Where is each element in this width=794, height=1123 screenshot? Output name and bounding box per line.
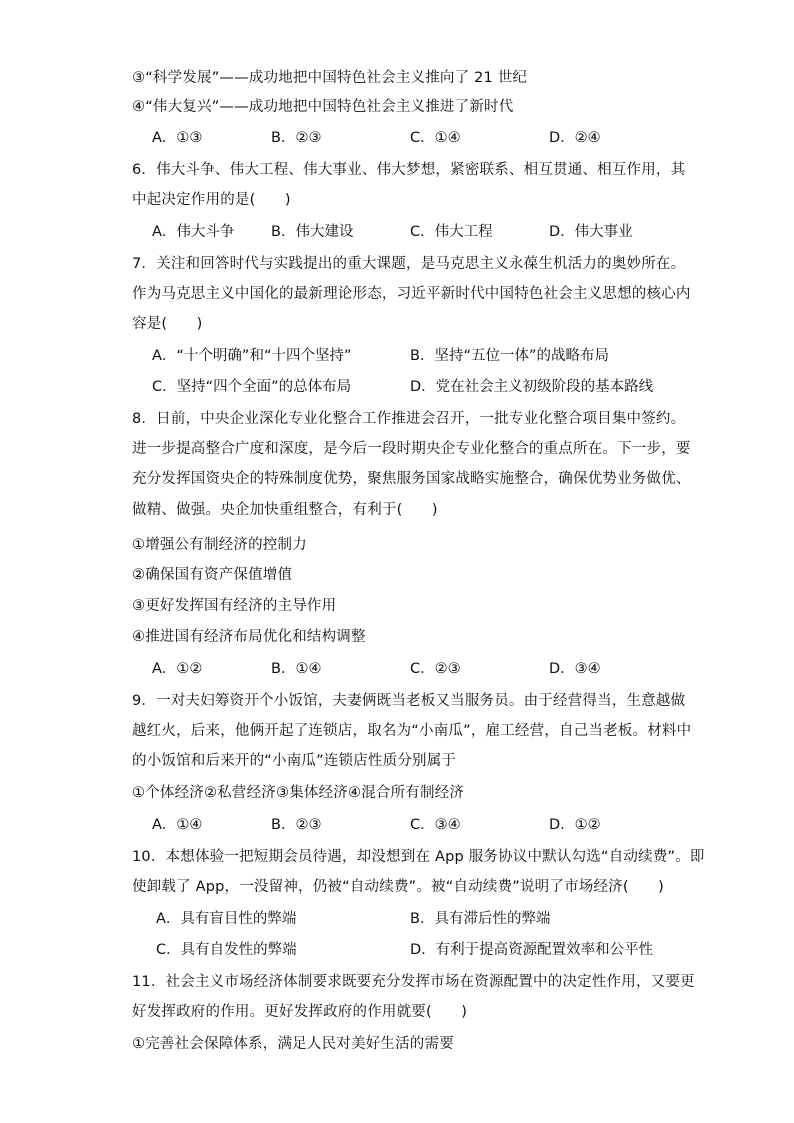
q6-stem-line-2: 中起决定作用的是( ) bbox=[132, 192, 291, 208]
q6-option-d: D．伟大事业 bbox=[549, 224, 633, 240]
q8-option-d: D．③④ bbox=[549, 661, 601, 677]
q9-option-b: B．②③ bbox=[271, 817, 322, 833]
q7-option-d: D．党在社会主义初级阶段的基本路线 bbox=[410, 379, 654, 395]
q6-option-c: C．伟大工程 bbox=[410, 224, 493, 240]
q10-option-c: C．具有自发性的弊端 bbox=[156, 942, 297, 958]
q11-stem-line-2: 好发挥政府的作用。更好发挥政府的作用就要( ) bbox=[132, 1004, 468, 1020]
q5-option-c: C．①④ bbox=[410, 130, 461, 146]
q8-stem-line-3: 充分发挥国资央企的特殊制度优势，聚焦服务国家战略实施整合，确保优势业务做优、 bbox=[132, 471, 691, 487]
q11-stem-line-1: 11．社会主义市场经济体制要求既要充分发挥市场在资源配置中的决定性作用，又要更 bbox=[132, 974, 695, 990]
q5-statement-3: ③“科学发展”——成功地把中国特色社会主义推向了 21 世纪 bbox=[132, 70, 528, 86]
q9-stem-line-2: 越红火，后来，他俩开起了连锁店，取名为“小南瓜”，雇工经营，自己当老板。材料中 bbox=[132, 723, 692, 739]
q7-option-b: B．坚持“五位一体”的战略布局 bbox=[410, 348, 609, 364]
q6-option-a: A．伟大斗争 bbox=[152, 224, 235, 240]
q10-stem-line-2: 使卸载了 App，一没留神，仍被“自动续费”。被“自动续费”说明了市场经济( ) bbox=[132, 879, 664, 895]
q7-stem-line-1: 7．关注和回答时代与实践提出的重大课题，是马克思主义永葆生机活力的奥妙所在。 bbox=[132, 256, 686, 272]
q5-statement-4: ④“伟大复兴”——成功地把中国特色社会主义推进了新时代 bbox=[132, 99, 514, 115]
q7-option-a: A．“十个明确”和“十四个坚持” bbox=[152, 348, 352, 364]
q11-statement-1: ①完善社会保障体系，满足人民对美好生活的需要 bbox=[132, 1036, 454, 1052]
q8-statement-4: ④推进国有经济布局优化和结构调整 bbox=[132, 629, 366, 645]
q8-option-b: B．①④ bbox=[271, 661, 322, 677]
q7-stem-line-2: 作为马克思主义中国化的最新理论形态，习近平新时代中国特色社会主义思想的核心内 bbox=[132, 286, 691, 302]
q10-option-b: B．具有滞后性的弊端 bbox=[410, 911, 551, 927]
q10-stem-line-1: 10．本想体验一把短期会员待遇，却没想到在 App 服务协议中默认勾选“自动续费”。即 bbox=[132, 849, 705, 865]
q8-stem-line-2: 进一步提高整合广度和深度，是今后一段时期央企专业化整合的重点所在。下一步，要 bbox=[132, 441, 691, 457]
q7-stem-line-3: 容是( ) bbox=[132, 316, 203, 332]
q9-stem-line-1: 9．一对夫妇筹资开个小饭馆，夫妻俩既当老板又当服务员。由于经营得当，生意越做 bbox=[132, 693, 686, 709]
q10-option-d: D．有利于提高资源配置效率和公平性 bbox=[410, 942, 654, 958]
q6-stem-line-1: 6．伟大斗争、伟大工程、伟大事业、伟大梦想，紧密联系、相互贯通、相互作用，其 bbox=[132, 162, 686, 178]
q8-statement-3: ③更好发挥国有经济的主导作用 bbox=[132, 598, 337, 614]
q7-option-c: C．坚持“四个全面”的总体布局 bbox=[152, 379, 352, 395]
q10-option-a: A．具有盲目性的弊端 bbox=[156, 911, 297, 927]
q9-statements: ①个体经济②私营经济③集体经济④混合所有制经济 bbox=[132, 785, 465, 801]
q8-statement-2: ②确保国有资产保值增值 bbox=[132, 567, 293, 583]
q9-option-d: D．①② bbox=[549, 817, 601, 833]
q6-option-b: B．伟大建设 bbox=[271, 224, 354, 240]
q9-stem-line-3: 的小饭馆和后来开的“小南瓜”连锁店性质分别属于 bbox=[132, 753, 457, 769]
q9-option-a: A．①④ bbox=[152, 817, 203, 833]
q8-stem-line-1: 8．日前，中央企业深化专业化整合工作推进会召开，一批专业化整合项目集中签约。 bbox=[132, 411, 686, 427]
q8-option-c: C．②③ bbox=[410, 661, 461, 677]
q5-option-b: B．②③ bbox=[271, 130, 322, 146]
q8-option-a: A．①② bbox=[152, 661, 203, 677]
q5-option-a: A．①③ bbox=[152, 130, 203, 146]
q9-option-c: C．③④ bbox=[410, 817, 461, 833]
q8-statement-1: ①增强公有制经济的控制力 bbox=[132, 537, 307, 553]
q8-stem-line-4: 做精、做强。央企加快重组整合，有利于( ) bbox=[132, 502, 438, 518]
q5-option-d: D．②④ bbox=[549, 130, 601, 146]
